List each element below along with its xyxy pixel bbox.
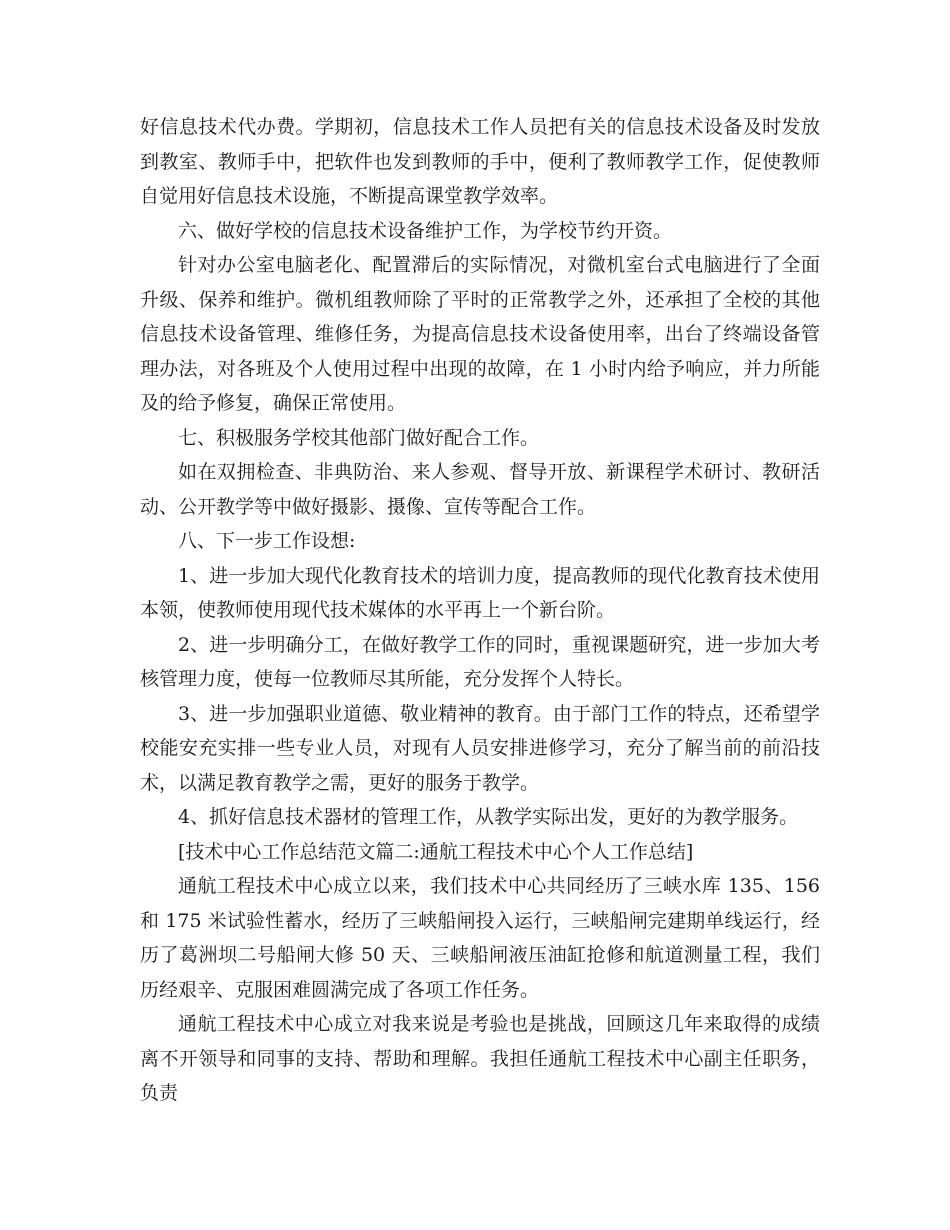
list-item-1: 1、进一步加大现代化教育技术的培训力度，提高教师的现代化教育技术使用本领，使教师使用现代技术媒体的水平再上一个新台阶。 — [140, 564, 820, 621]
section-heading-six: 六、做好学校的信息技术设备维护工作，为学校节约开资。 — [178, 219, 673, 242]
paragraph: 通航工程技术中心成立对我来说是考验也是挑战，回顾这几年来取得的成绩离不开领导和同事的支持、帮助和理解。我担任通航工程技术中心副主任职务，负责 — [140, 1013, 820, 1104]
section-heading-seven: 七、积极服务学校其他部门做好配合工作。 — [178, 426, 540, 449]
paragraph-continuation: 好信息技术代办费。学期初，信息技术工作人员把有关的信息技术设备及时发放到教室、教师手中，把软件也发到教师的手中，便利了教师教学工作，促使教师自觉用好信息技术设施，不断提高课堂教学效率。 — [140, 116, 820, 207]
list-item-2: 2、进一步明确分工，在做好教学工作的同时，重视课题研究，进一步加大考核管理力度，使每一位教师尽其所能，充分发挥个人特长。 — [140, 633, 820, 690]
list-item-3: 3、进一步加强职业道德、敬业精神的教育。由于部门工作的特点，还希望学校能安充实排一些专业人员，对现有人员安排进修学习，充分了解当前的前沿技术，以满足教育教学之需，更好的服务于教学。 — [140, 702, 820, 794]
paragraph: 如在双拥检查、非典防治、来人参观、督导开放、新课程学术研讨、教研活动、公开教学等中做好摄影、摄像、宣传等配合工作。 — [140, 461, 820, 518]
paragraph: 针对办公室电脑老化、配置滞后的实际情况，对微机室台式电脑进行了全面升级、保养和维护。微机组教师除了平时的正常教学之外，还承担了全校的其他信息技术设备管理、维修任务，为提高信息技术设备使用率，出台了终端设备管理办法，对各班及个人使用过程中出现的故障，在 1 小时内给予响应，并力所能及的给予修复，确保正常使用。 — [140, 254, 820, 414]
article-title-bracket: [技术中心工作总结范文篇二:通航工程技术中心个人工作总结] — [178, 840, 694, 863]
paragraph: 通航工程技术中心成立以来，我们技术中心共同经历了三峡水库 135、156 和 175 米试验性蓄水，经历了三峡船闸投入运行，三峡船闸完建期单线运行，经历了葛洲坝二号船闸大修 50 天、三峡船闸液压油缸抢修和航道测量工程，我们历经艰辛、克服困难圆满完成了各项工作任务。 — [140, 875, 820, 1001]
document-body — [140, 110, 820, 1111]
list-item-4: 4、抓好信息技术器材的管理工作，从教学实际出发，更好的为教学服务。 — [178, 806, 799, 828]
section-heading-eight: 八、下一步工作设想: — [178, 530, 356, 552]
